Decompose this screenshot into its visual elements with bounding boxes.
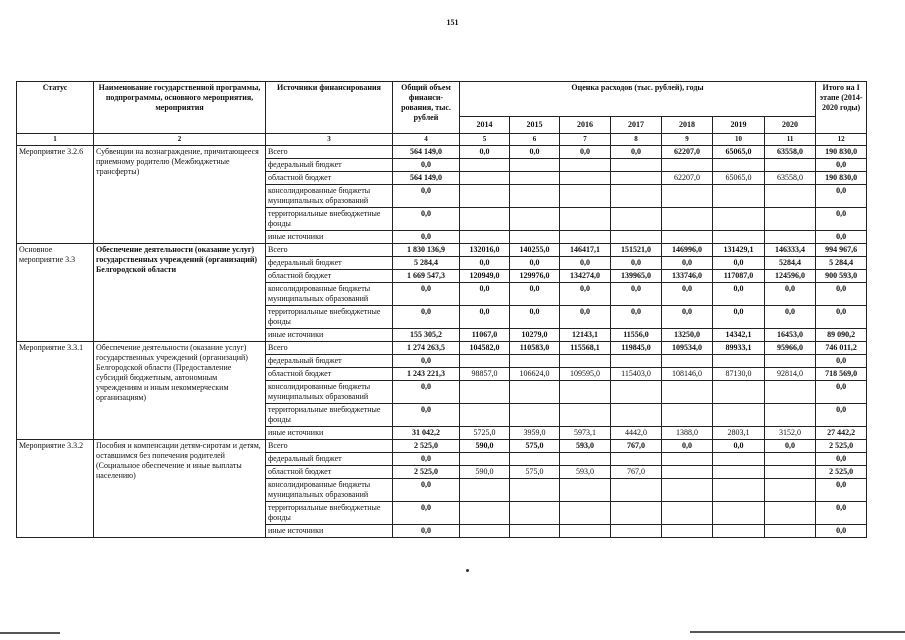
funding-source: консолидированные бюджеты муниципальных образований [266, 381, 393, 404]
year-value [713, 355, 765, 368]
year-value: 11556,0 [611, 329, 662, 342]
funding-source: территориальные внебюджетные фонды [266, 502, 393, 525]
total-amount: 0,0 [393, 231, 460, 244]
year-value: 0,0 [611, 146, 662, 159]
year-value: 590,0 [460, 440, 510, 453]
year-value [765, 355, 816, 368]
year-value: 115568,1 [560, 342, 611, 355]
year-value: 13250,0 [662, 329, 713, 342]
year-value: 0,0 [560, 146, 611, 159]
year-value [510, 453, 560, 466]
itogo-amount: 746 011,2 [816, 342, 867, 355]
funding-source: Всего [266, 440, 393, 453]
table-header [17, 82, 867, 146]
year-value [611, 404, 662, 427]
funding-source: областной бюджет [266, 270, 393, 283]
page-number: 151 [446, 18, 459, 27]
year-value [460, 502, 510, 525]
year-value [611, 208, 662, 231]
year-value [560, 453, 611, 466]
measure-status: Мероприятие 3.3.2 [17, 440, 94, 538]
total-amount: 1 274 263,5 [393, 342, 460, 355]
year-value [510, 381, 560, 404]
year-value [765, 525, 816, 538]
year-value [765, 208, 816, 231]
year-value [460, 159, 510, 172]
year-value: 0,0 [765, 440, 816, 453]
year-value: 3152,0 [765, 427, 816, 440]
year-value: 109534,0 [662, 342, 713, 355]
itogo-amount: 27 442,2 [816, 427, 867, 440]
year-value: 89933,1 [713, 342, 765, 355]
itogo-amount: 190 830,0 [816, 146, 867, 159]
header-itogo: Итого на I этапе (2014-2020 годы) [816, 82, 867, 134]
year-value: 115403,0 [611, 368, 662, 381]
year-value: 3959,0 [510, 427, 560, 440]
year-value: 0,0 [713, 306, 765, 329]
year-value: 132016,0 [460, 244, 510, 257]
year-value [560, 159, 611, 172]
year-value: 106624,0 [510, 368, 560, 381]
year-value [560, 404, 611, 427]
year-value [560, 381, 611, 404]
scan-artifact-left [0, 632, 60, 634]
year-value [611, 525, 662, 538]
column-number: 8 [611, 134, 662, 146]
year-value: 767,0 [611, 466, 662, 479]
year-value [765, 381, 816, 404]
column-number: 12 [816, 134, 867, 146]
year-value: 140255,0 [510, 244, 560, 257]
year-value [662, 159, 713, 172]
header-year: 2015 [510, 117, 560, 134]
year-value [510, 172, 560, 185]
year-value: 108146,0 [662, 368, 713, 381]
year-value: 146996,0 [662, 244, 713, 257]
year-value [713, 404, 765, 427]
year-value [662, 185, 713, 208]
year-value [765, 453, 816, 466]
total-amount: 0,0 [393, 404, 460, 427]
year-value: 575,0 [510, 440, 560, 453]
year-value [662, 208, 713, 231]
year-value [611, 453, 662, 466]
year-value [765, 404, 816, 427]
year-value: 98857,0 [460, 368, 510, 381]
table-body [17, 146, 867, 538]
year-value [510, 159, 560, 172]
year-value: 133746,0 [662, 270, 713, 283]
funding-source: Всего [266, 146, 393, 159]
year-value: 124596,0 [765, 270, 816, 283]
funding-source: Всего [266, 244, 393, 257]
total-amount: 1 669 547,3 [393, 270, 460, 283]
column-number: 6 [510, 134, 560, 146]
year-value [460, 208, 510, 231]
year-value [611, 479, 662, 502]
year-value [460, 172, 510, 185]
year-value [713, 231, 765, 244]
year-value: 0,0 [510, 306, 560, 329]
year-value: 0,0 [662, 440, 713, 453]
year-value: 0,0 [560, 306, 611, 329]
funding-source: иные источники [266, 231, 393, 244]
year-value [662, 231, 713, 244]
year-value: 0,0 [460, 146, 510, 159]
year-value: 10279,0 [510, 329, 560, 342]
itogo-amount: 0,0 [816, 283, 867, 306]
year-value: 5284,4 [765, 257, 816, 270]
year-value [460, 404, 510, 427]
funding-source: консолидированные бюджеты муниципальных образований [266, 185, 393, 208]
total-amount: 0,0 [393, 479, 460, 502]
funding-source: иные источники [266, 427, 393, 440]
year-value [460, 525, 510, 538]
itogo-amount: 0,0 [816, 453, 867, 466]
year-value [662, 355, 713, 368]
year-value: 12143,1 [560, 329, 611, 342]
year-value: 0,0 [560, 283, 611, 306]
year-value: 120949,0 [460, 270, 510, 283]
funding-source: консолидированные бюджеты муниципальных образований [266, 283, 393, 306]
table-row [17, 440, 867, 453]
year-value: 1388,0 [662, 427, 713, 440]
year-value [560, 231, 611, 244]
measure-name: Пособия и компенсации детям-сиротам и детям, оставшимся без попечения родителей (Социальное обеспечение и иные выплаты населению) [94, 440, 266, 538]
year-value [611, 172, 662, 185]
itogo-amount: 2 525,0 [816, 466, 867, 479]
total-amount: 564 149,0 [393, 146, 460, 159]
year-value: 65065,0 [713, 172, 765, 185]
year-value [560, 185, 611, 208]
itogo-amount: 0,0 [816, 355, 867, 368]
year-value [510, 525, 560, 538]
itogo-amount: 2 525,0 [816, 440, 867, 453]
table-row [17, 244, 867, 257]
year-value [765, 479, 816, 502]
itogo-amount: 190 830,0 [816, 172, 867, 185]
year-value [662, 525, 713, 538]
table-row [17, 342, 867, 355]
year-value [765, 185, 816, 208]
year-value [765, 502, 816, 525]
total-amount: 0,0 [393, 306, 460, 329]
total-amount: 0,0 [393, 502, 460, 525]
year-value [510, 355, 560, 368]
year-value: 16453,0 [765, 329, 816, 342]
itogo-amount: 0,0 [816, 404, 867, 427]
year-value: 0,0 [662, 306, 713, 329]
year-value: 0,0 [662, 283, 713, 306]
year-value [765, 159, 816, 172]
column-number: 1 [17, 134, 94, 146]
year-value [510, 231, 560, 244]
funding-source: территориальные внебюджетные фонды [266, 208, 393, 231]
year-value: 0,0 [510, 146, 560, 159]
year-value [510, 404, 560, 427]
year-value: 0,0 [713, 440, 765, 453]
itogo-amount: 0,0 [816, 208, 867, 231]
year-value: 0,0 [611, 306, 662, 329]
funding-source: иные источники [266, 329, 393, 342]
year-value: 151521,0 [611, 244, 662, 257]
year-value [510, 502, 560, 525]
year-value: 62207,0 [662, 146, 713, 159]
measure-status: Основное мероприятие 3.3 [17, 244, 94, 342]
column-number: 5 [460, 134, 510, 146]
year-value: 11067,0 [460, 329, 510, 342]
year-value [662, 479, 713, 502]
itogo-amount: 0,0 [816, 381, 867, 404]
year-value: 129976,0 [510, 270, 560, 283]
total-amount: 0,0 [393, 355, 460, 368]
year-value: 146333,4 [765, 244, 816, 257]
header-sources: Источники финансирования [266, 82, 393, 134]
funding-source: областной бюджет [266, 368, 393, 381]
funding-source: областной бюджет [266, 172, 393, 185]
year-value: 0,0 [765, 283, 816, 306]
total-amount: 1 830 136,9 [393, 244, 460, 257]
funding-source: федеральный бюджет [266, 355, 393, 368]
year-value: 139965,0 [611, 270, 662, 283]
year-value [662, 502, 713, 525]
year-value: 119845,0 [611, 342, 662, 355]
year-value [560, 502, 611, 525]
year-value [611, 502, 662, 525]
budget-table-container [16, 81, 867, 538]
year-value [460, 453, 510, 466]
year-value [713, 466, 765, 479]
column-number: 11 [765, 134, 816, 146]
year-value [662, 381, 713, 404]
header-total: Общий объем финанси-рования, тыс. рублей [393, 82, 460, 134]
funding-source: иные источники [266, 525, 393, 538]
year-value: 65065,0 [713, 146, 765, 159]
column-number: 3 [266, 134, 393, 146]
itogo-amount: 0,0 [816, 185, 867, 208]
year-value: 767,0 [611, 440, 662, 453]
year-value [460, 231, 510, 244]
funding-source: территориальные внебюджетные фонды [266, 306, 393, 329]
header-year: 2014 [460, 117, 510, 134]
itogo-amount: 89 090,2 [816, 329, 867, 342]
year-value: 0,0 [713, 283, 765, 306]
year-value [560, 525, 611, 538]
itogo-amount: 900 593,0 [816, 270, 867, 283]
year-value [611, 231, 662, 244]
year-value [460, 185, 510, 208]
year-value [713, 453, 765, 466]
total-amount: 0,0 [393, 525, 460, 538]
total-amount: 155 305,2 [393, 329, 460, 342]
year-value [713, 381, 765, 404]
header-estimate: Оценка расходов (тыс. рублей), годы [460, 82, 816, 117]
total-amount: 0,0 [393, 185, 460, 208]
year-value [713, 185, 765, 208]
measure-name: Обеспечение деятельности (оказание услуг) государственных учреждений (организаций) Белгородской области [94, 244, 266, 342]
year-value [460, 479, 510, 502]
itogo-amount: 718 569,0 [816, 368, 867, 381]
header-year: 2016 [560, 117, 611, 134]
year-value: 92814,0 [765, 368, 816, 381]
year-value: 117087,0 [713, 270, 765, 283]
year-value: 95966,0 [765, 342, 816, 355]
year-value [765, 466, 816, 479]
year-value [510, 185, 560, 208]
year-value [713, 159, 765, 172]
measure-status: Мероприятие 3.3.1 [17, 342, 94, 440]
year-value: 0,0 [560, 257, 611, 270]
budget-table [16, 81, 867, 538]
funding-source: консолидированные бюджеты муниципальных образований [266, 479, 393, 502]
total-amount: 31 042,2 [393, 427, 460, 440]
itogo-amount: 0,0 [816, 479, 867, 502]
year-value [713, 208, 765, 231]
total-amount: 564 149,0 [393, 172, 460, 185]
measure-name: Обеспечение деятельности (оказание услуг) государственных учреждений (организаций) Белгородской области (Предоставление субсидий бюджетным, автономным учреждениям и иным некоммерческим организациям) [94, 342, 266, 440]
year-value [611, 185, 662, 208]
measure-status: Мероприятие 3.2.6 [17, 146, 94, 244]
itogo-amount: 0,0 [816, 231, 867, 244]
year-value: 0,0 [460, 257, 510, 270]
column-number: 2 [94, 134, 266, 146]
year-value: 134274,0 [560, 270, 611, 283]
header-year: 2020 [765, 117, 816, 134]
year-value: 0,0 [611, 257, 662, 270]
total-amount: 0,0 [393, 453, 460, 466]
year-value [560, 479, 611, 502]
year-value [611, 381, 662, 404]
year-value [713, 525, 765, 538]
column-numbers-row [17, 134, 867, 146]
year-value [611, 355, 662, 368]
year-value: 87130,0 [713, 368, 765, 381]
year-value [662, 404, 713, 427]
year-value: 131429,1 [713, 244, 765, 257]
year-value: 14342,1 [713, 329, 765, 342]
year-value: 2803,1 [713, 427, 765, 440]
funding-source: территориальные внебюджетные фонды [266, 404, 393, 427]
funding-source: Всего [266, 342, 393, 355]
column-number: 4 [393, 134, 460, 146]
total-amount: 0,0 [393, 159, 460, 172]
funding-source: областной бюджет [266, 466, 393, 479]
year-value: 146417,1 [560, 244, 611, 257]
year-value [510, 208, 560, 231]
itogo-amount: 0,0 [816, 525, 867, 538]
year-value [713, 479, 765, 502]
year-value: 62207,0 [662, 172, 713, 185]
table-row [17, 146, 867, 159]
year-value: 0,0 [765, 306, 816, 329]
year-value: 0,0 [713, 257, 765, 270]
itogo-amount: 0,0 [816, 502, 867, 525]
scan-artifact-right [690, 631, 905, 633]
total-amount: 5 284,4 [393, 257, 460, 270]
year-value [713, 502, 765, 525]
column-number: 7 [560, 134, 611, 146]
year-value: 593,0 [560, 440, 611, 453]
year-value [560, 355, 611, 368]
header-year: 2019 [713, 117, 765, 134]
total-amount: 2 525,0 [393, 466, 460, 479]
year-value: 0,0 [611, 283, 662, 306]
year-value: 63558,0 [765, 146, 816, 159]
year-value: 110583,0 [510, 342, 560, 355]
year-value: 590,0 [460, 466, 510, 479]
total-amount: 0,0 [393, 208, 460, 231]
year-value: 4442,0 [611, 427, 662, 440]
year-value [460, 355, 510, 368]
header-status: Статус [17, 82, 94, 134]
year-value: 5973,1 [560, 427, 611, 440]
year-value: 593,0 [560, 466, 611, 479]
year-value: 0,0 [510, 283, 560, 306]
itogo-amount: 0,0 [816, 306, 867, 329]
year-value [662, 453, 713, 466]
year-value: 0,0 [460, 306, 510, 329]
funding-source: федеральный бюджет [266, 453, 393, 466]
scan-dot [466, 569, 469, 572]
itogo-amount: 994 967,6 [816, 244, 867, 257]
header-year: 2017 [611, 117, 662, 134]
year-value: 63558,0 [765, 172, 816, 185]
itogo-amount: 0,0 [816, 159, 867, 172]
year-value: 0,0 [460, 283, 510, 306]
year-value [611, 159, 662, 172]
year-value [662, 466, 713, 479]
total-amount: 0,0 [393, 381, 460, 404]
year-value [460, 381, 510, 404]
year-value: 0,0 [510, 257, 560, 270]
year-value: 104582,0 [460, 342, 510, 355]
year-value [510, 479, 560, 502]
column-number: 10 [713, 134, 765, 146]
itogo-amount: 5 284,4 [816, 257, 867, 270]
header-year: 2018 [662, 117, 713, 134]
measure-name: Субвенции на вознаграждение, причитающееся приемному родителю (Межбюджетные трансферты) [94, 146, 266, 244]
funding-source: федеральный бюджет [266, 159, 393, 172]
year-value: 109595,0 [560, 368, 611, 381]
total-amount: 1 243 221,3 [393, 368, 460, 381]
year-value: 0,0 [662, 257, 713, 270]
year-value: 575,0 [510, 466, 560, 479]
total-amount: 2 525,0 [393, 440, 460, 453]
column-number: 9 [662, 134, 713, 146]
header-name: Наименование государственной программы, подпрограммы, основного мероприятия, мероприятия [94, 82, 266, 134]
funding-source: федеральный бюджет [266, 257, 393, 270]
total-amount: 0,0 [393, 283, 460, 306]
year-value: 5725,0 [460, 427, 510, 440]
year-value [765, 231, 816, 244]
year-value [560, 172, 611, 185]
year-value [560, 208, 611, 231]
